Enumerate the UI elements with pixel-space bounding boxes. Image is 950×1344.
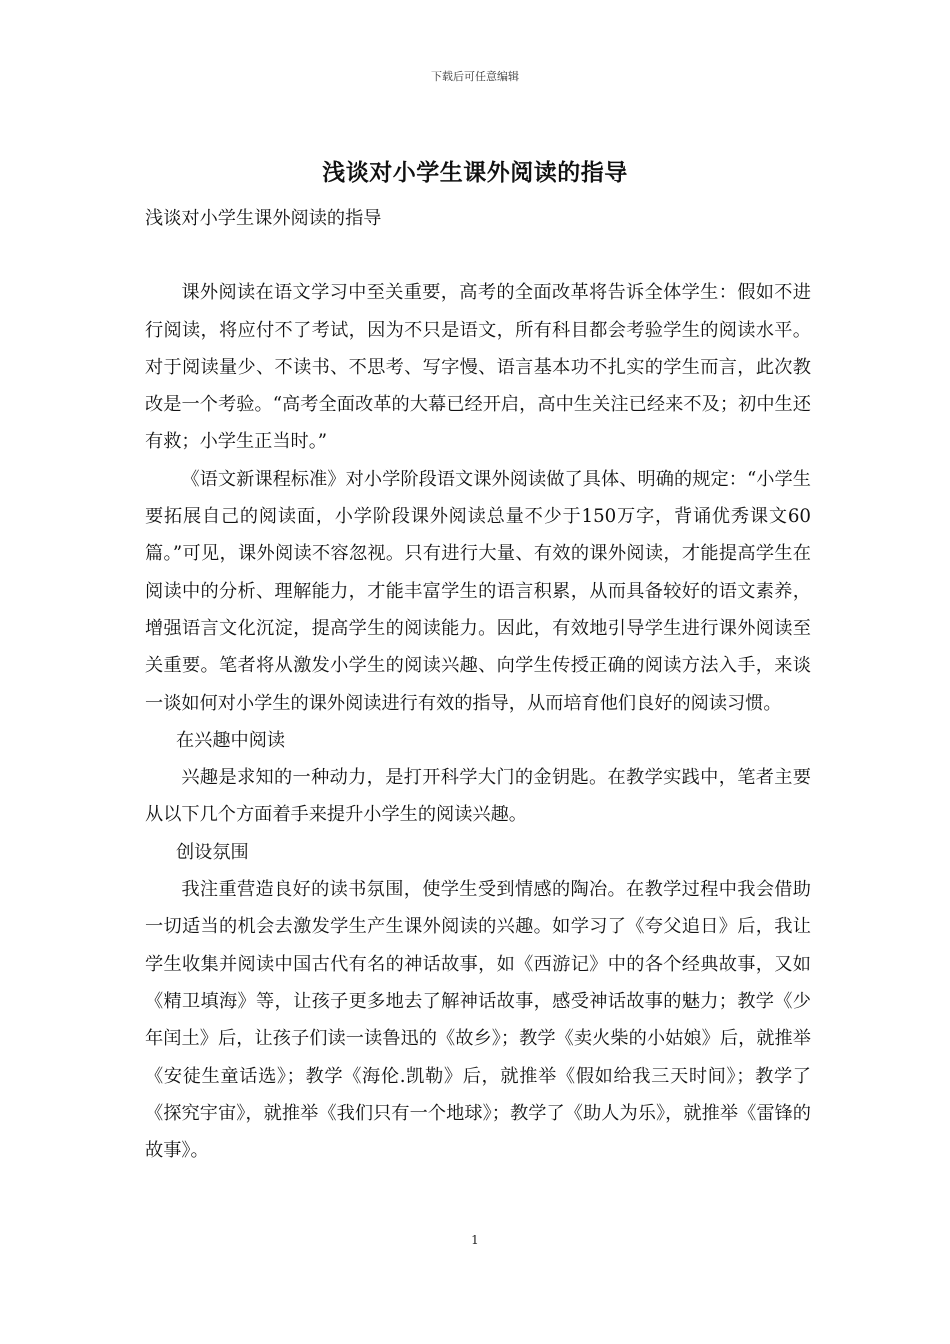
document-title: 浅谈对小学生课外阅读的指导 <box>322 159 628 186</box>
section-heading: 创设氛围 <box>175 841 249 863</box>
paragraph: 《语文新课程标准》对小学阶段语文课外阅读做了具体、明确的规定：“小学生要拓展自己的阅读面，小学阶段课外阅读总量不少于150万字，背诵优秀课文60篇。”可见，课外阅读不容忽视。只有进行大量、有效的课外阅读，才能提高学生在阅读中的分析、理解能力，才能丰富学生的语言积累，从而具备较好的语文素养，增强语言文化沉淀，提高学生的阅读能力。因此，有效地引导学生进行课外阅读至关重要。笔者将从激发小学生的阅读兴趣、向学生传授正确的阅读方法入手，来谈一谈如何对小学生的课外阅读进行有效的指导，从而培育他们良好的阅读习惯。 <box>145 468 811 714</box>
blank-line <box>145 237 811 274</box>
paragraph: 课外阅读在语文学习中至关重要，高考的全面改革将告诉全体学生：假如不进行阅读，将应付不了考试，因为不只是语文，所有科目都会考验学生的阅读水平。对于阅读量少、不读书、不思考、写字慢、语言基本功不扎实的学生而言，此次教改是一个考验。“高考全面改革的大幕已经开启，高中生关注已经来不及；初中生还有救；小学生正当时。” <box>145 282 811 453</box>
page-number: 1 <box>471 1233 479 1247</box>
page-header: 下载后可任意编辑 <box>431 70 519 83</box>
section-heading: 在兴趣中阅读 <box>175 729 286 751</box>
paragraph: 我注重营造良好的读书氛围，使学生受到情感的陶冶。在教学过程中我会借助一切适当的机会去激发学生产生课外阅读的兴趣。如学习了《夸父追日》后，我让学生收集并阅读中国古代有名的神话故事，如《西游记》中的各个经典故事，又如《精卫填海》等，让孩子更多地去了解神话故事，感受神话故事的魅力；教学《少年闰土》后，让孩子们读一读鲁迅的《故乡》；教学《卖火柴的小姑娘》后，就推举《安徒生童话选》；教学《海伦.凯勒》后，就推举《假如给我三天时间》；教学了《探究宇宙》，就推举《我们只有一个地球》；教学了《助人为乐》，就推举《雷锋的故事》。 <box>145 879 811 1162</box>
document-body <box>145 200 811 1169</box>
paragraph: 兴趣是求知的一种动力，是打开科学大门的金钥匙。在教学实践中，笔者主要从以下几个方面着手来提升小学生的阅读兴趣。 <box>145 767 811 826</box>
document-subtitle: 浅谈对小学生课外阅读的指导 <box>145 208 382 229</box>
